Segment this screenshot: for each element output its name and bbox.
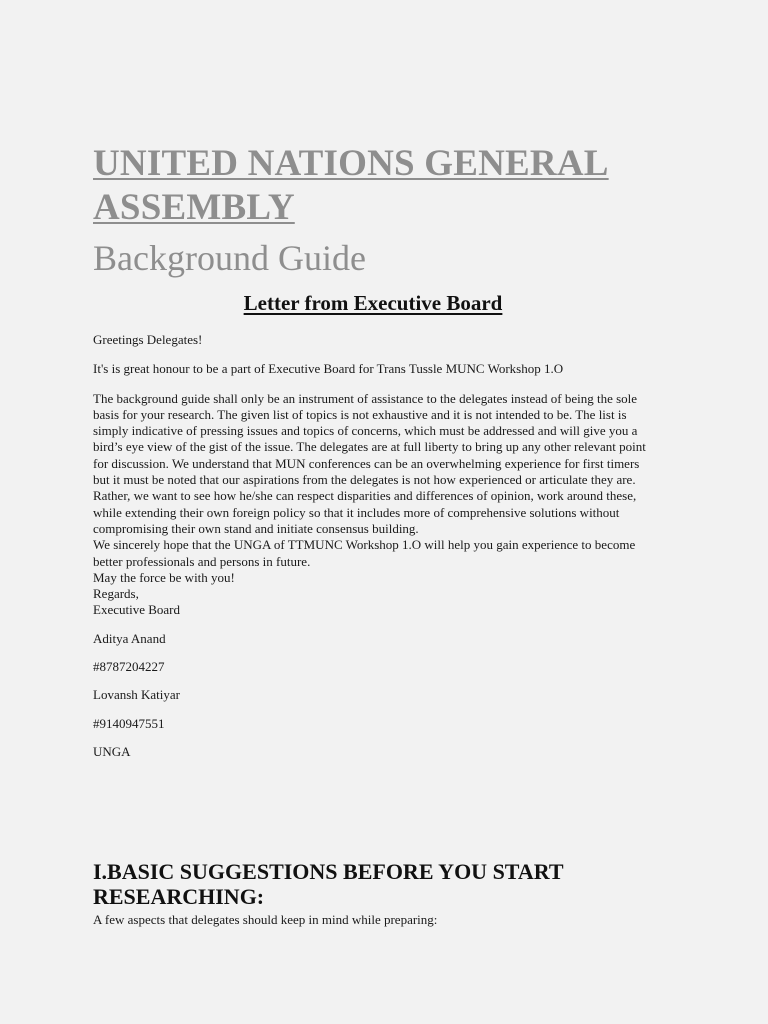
letter-heading: Letter from Executive Board <box>243 291 503 315</box>
hope-line: We sincerely hope that the UNGA of TTMUNC Workshop 1.O will help you gain experience to become better professionals and persons in future. <box>93 537 636 569</box>
signature-line: Executive Board <box>93 602 180 618</box>
committee-name: UNGA <box>93 743 131 759</box>
contact-name-2: Lovansh Katiyar <box>93 687 181 703</box>
section-intro: A few aspects that delegates should keep in mind while preparing: <box>93 912 438 927</box>
greeting-line: Greetings Delegates! <box>93 332 203 347</box>
section-heading: I.BASIC SUGGESTIONS BEFORE YOU START RESEARCHING: <box>93 859 564 909</box>
background-paragraph: The background guide shall only be an instrument of assistance to the delegates instead of being the sole basis for your research. The given list of topics is not exhaustive and it is not intended to be. The list is simply indicative of pressing issues and topics of concerns, which must be addressed and will give you a bird’s eye view of the gist of the issue. The delegates are at full liberty to bring up any other relevant point for discussion. We understand that MUN conferences can be an overwhelming experience for first timers but it must be noted that our aspirations from the delegates is not how experienced or articulate they are. Rather, we want to see how he/she can respect disparities and differences of opinion, work around these, while extending their own foreign policy so that it includes more of comprehensive solutions without compromising their own stand and initiate consensus building. <box>93 390 646 536</box>
contact-phone-2: #9140947551 <box>93 715 165 731</box>
letter-body <box>93 332 653 760</box>
honour-line: It's is great honour to be a part of Executive Board for Trans Tussle MUNC Workshop 1.O <box>93 361 564 377</box>
document-subtitle: Background Guide <box>93 238 366 278</box>
contact-name-1: Aditya Anand <box>93 630 166 646</box>
document-title: UNITED NATIONS GENERAL ASSEMBLY <box>93 143 609 228</box>
contact-phone-1: #8787204227 <box>93 659 165 675</box>
contact-list <box>93 631 653 760</box>
force-line: May the force be with you! <box>93 569 235 585</box>
regards-line: Regards, <box>93 586 139 602</box>
document-content <box>93 142 653 772</box>
